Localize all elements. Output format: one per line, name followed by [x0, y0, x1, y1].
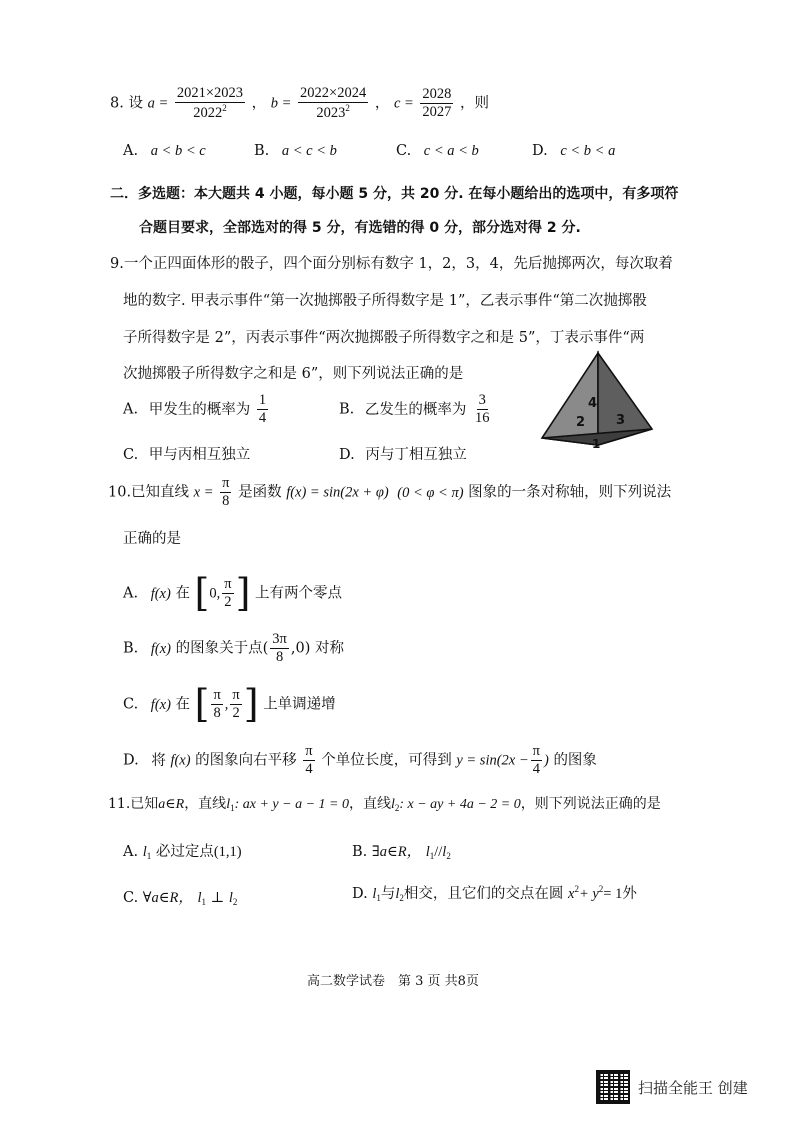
q9-option-c: C. 甲与丙相互独立: [123, 447, 251, 463]
q10-option-a: A. f(x) 在 [0, $\frac{\pi}{2}$ ] 上有两个零点: [123, 570, 343, 615]
q9-stem-line3: 子所得数字是 2”，丙表示事件“两次抛掷骰子所得数字之和是 5”，丁表示事件“两: [123, 330, 645, 346]
q8-a-fraction: $\frac{2021\times 2023}{2022^2}$: [176, 85, 244, 122]
q8-option-a: A. a < b < c: [123, 143, 206, 159]
tetrahedron-die-figure: [536, 350, 666, 450]
q8-option-c: C. c < a < b: [396, 143, 479, 159]
q10-option-c: C. f(x) 在 [ $\frac{\pi}{8}$ , $\frac{\pi}{2}$ ] 上单调递增: [123, 681, 336, 726]
scanner-watermark: 扫描全能王 创建: [638, 1079, 748, 1097]
q9-stem-line1: 9.一个正四面体形的骰子，四个面分别标有数字 1，2，3，4，先后抛掷两次，每次取着: [110, 256, 673, 272]
qr-code-icon: [596, 1070, 630, 1104]
q9-option-a: A. 甲发生的概率为 $\frac{1}{4}$: [123, 392, 267, 427]
q9-stem-line2: 地的数字. 甲表示事件“第一次抛掷骰子所得数字是 1”，乙表示事件“第二次抛掷骰: [123, 293, 647, 309]
die-face-2: 2: [576, 415, 586, 430]
die-face-3: 3: [616, 413, 626, 428]
q11-option-c: C. ∀a∈R， $l_1$ ⊥ $l_2$: [123, 890, 238, 907]
q10-stem: 10.已知直线 x = $\frac{\pi}{8}$ 是函数 f(x) = sin(2x + φ) (0 < φ < π) 图象的一条对称轴，则下列说法: [108, 475, 672, 510]
q11-option-b: B. ∃a∈R， $l_1//l_2$: [352, 844, 451, 861]
q8-c-fraction: $\frac{2028}{2027}$: [422, 86, 452, 121]
q8-option-d: D. c < b < a: [532, 143, 616, 159]
die-face-1: 1: [592, 437, 601, 450]
q8-option-b: B. a < c < b: [254, 143, 337, 159]
section2-heading: 二．多选题：本大题共 4 小题，每小题 5 分，共 20 分. 在每小题给出的选项中，有多项符: [110, 186, 679, 202]
q11-stem: 11.已知a∈R，直线$l_1$: ax + y − a − 1 = 0，直线$l_2$: x − ay + 4a − 2 = 0，则下列说法正确的是: [108, 796, 661, 813]
q10-stem-line2: 正确的是: [123, 531, 181, 547]
q11-option-d: D. $l_1$与$l_2$相交，且它们的交点在圆 $x^2+ y^2= 1$外: [352, 884, 637, 903]
q8-b-fraction: $\frac{2022\times 2024}{2023^2}$: [300, 85, 367, 122]
page-footer: 高二数学试卷 第 3 页 共8页: [307, 974, 479, 989]
q10-option-b: B. f(x) 的图象关于点( $\frac{3\pi}{8}$ ,0) 对称: [123, 631, 344, 666]
q9-stem-line4: 次抛掷骰子所得数字之和是 6”，则下列说法正确的是: [123, 366, 464, 382]
die-face-4: 4: [588, 396, 598, 411]
q11-option-a: A. $l_1$ 必过定点(1,1): [123, 844, 242, 861]
section2-heading-line2: 合题目要求，全部选对的得 5 分，有选错的得 0 分，部分选对得 2 分.: [139, 220, 581, 236]
q9-option-d: D. 丙与丁相互独立: [339, 447, 467, 463]
q9-option-b: B. 乙发生的概率为 $\frac{3}{16}$: [339, 392, 490, 427]
q8-stem: 8. 设 a = $\frac{2021\times 2023}{2022^2}$ ， b = $\frac{2022\times 2024}{2023^2}$ ， c = $\frac{2028}{2027}$ ，则: [110, 85, 490, 122]
q10-option-d: D. 将 f(x) 的图象向右平移 $\frac{\pi}{4}$ 个单位长度，可得到 y = sin(2x − $\frac{\pi}{4}$ ) 的图象: [123, 743, 597, 778]
